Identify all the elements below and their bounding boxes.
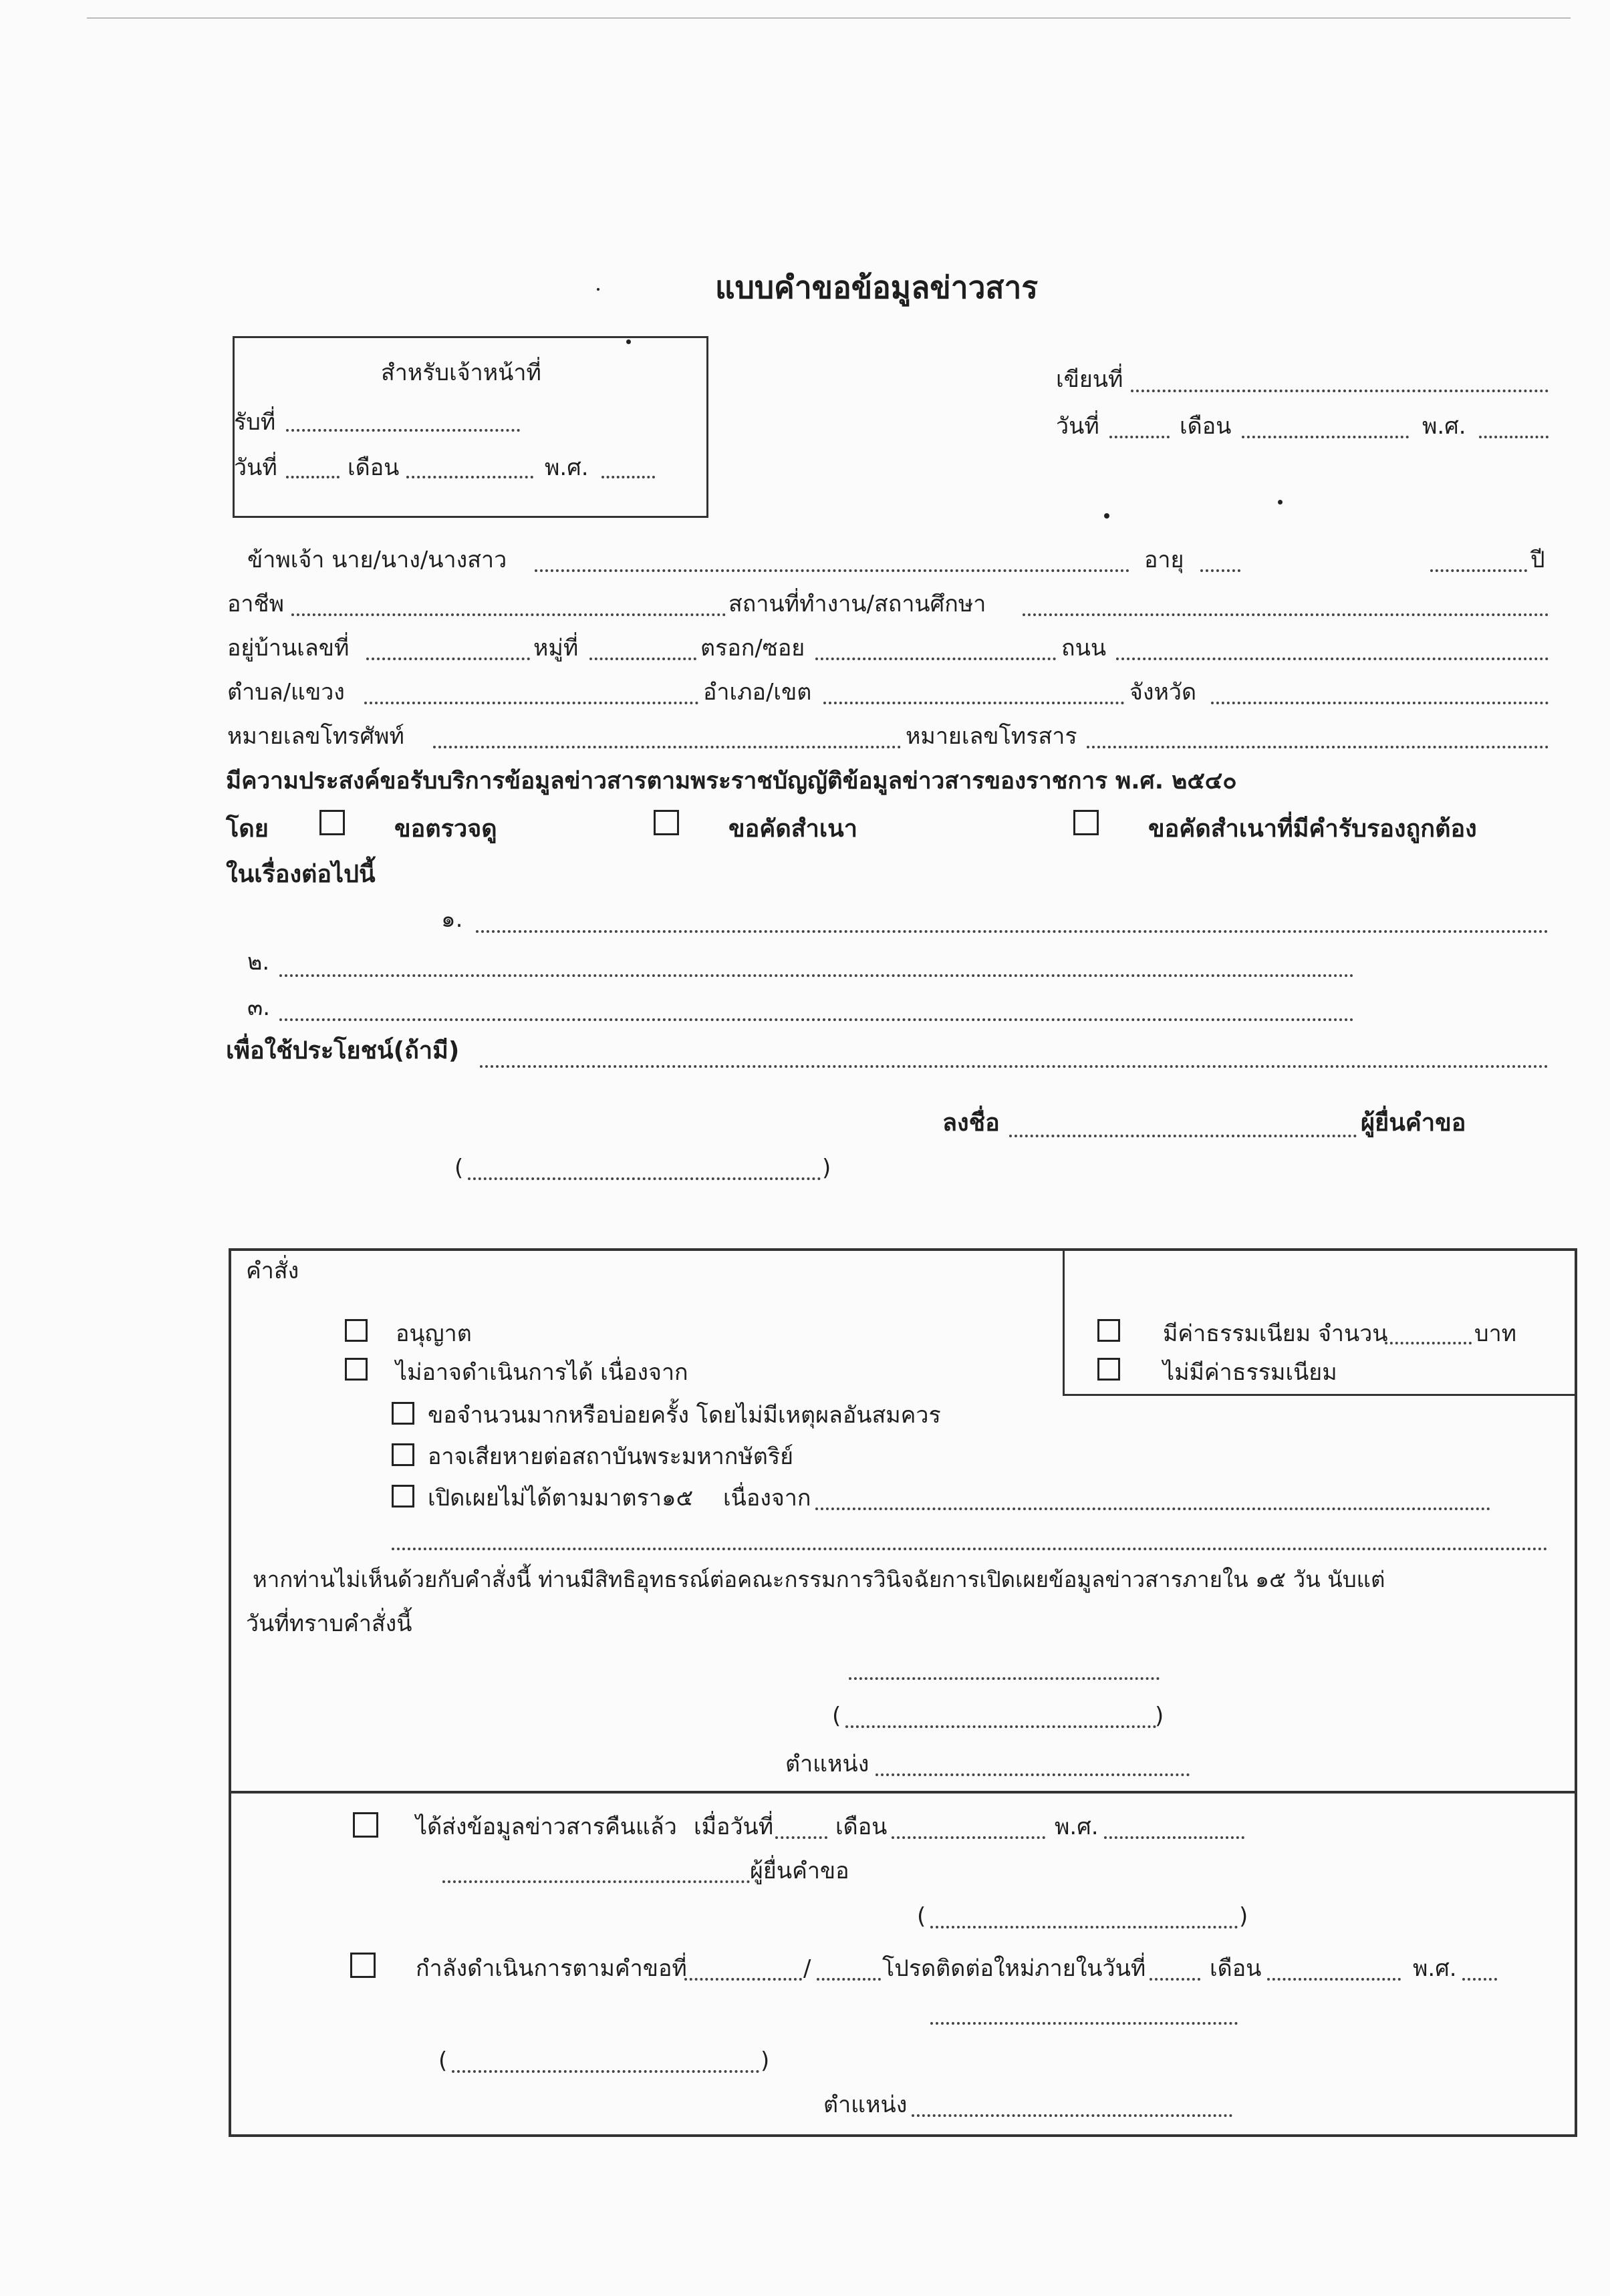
progress-signature-field[interactable] <box>930 2022 1238 2025</box>
allow-checkbox[interactable] <box>345 1319 368 1342</box>
allow-label: อนุญาต <box>396 1320 472 1347</box>
office-received-field[interactable] <box>286 429 520 432</box>
name-label: ข้าพเจ้า นาย/นาง/นางสาว <box>247 547 507 573</box>
progress-paren-open: ( <box>438 2047 448 2074</box>
returned-day-field[interactable] <box>775 1836 827 1839</box>
reason-monarchy-label: อาจเสียหายต่อสถาบันพระมหากษัตริย์ <box>428 1443 794 1470</box>
fax-field[interactable] <box>1087 746 1549 748</box>
subject-item-3-number: ๓. <box>247 994 271 1021</box>
office-month-label: เดือน <box>348 454 400 481</box>
official-paren-open: ( <box>832 1703 841 1729</box>
progress-position-label: ตำแหน่ง <box>823 2092 908 2118</box>
fee-label: มีค่าธรรมเนียม จำนวน <box>1163 1320 1388 1347</box>
office-year-field[interactable] <box>601 476 655 478</box>
province-field[interactable] <box>1211 702 1549 704</box>
subject-item-3-field[interactable] <box>279 1018 1354 1021</box>
returned-year-field[interactable] <box>1104 1836 1244 1839</box>
office-month-field[interactable] <box>406 476 533 478</box>
written-at-field[interactable] <box>1131 390 1549 392</box>
certified-copy-checkbox[interactable] <box>1073 810 1099 835</box>
village-label: หมู่ที่ <box>533 635 579 662</box>
returned-applicant-role: ผู้ยื่นคำขอ <box>750 1858 849 1884</box>
occupation-field[interactable] <box>291 613 726 616</box>
copy-checkbox[interactable] <box>654 810 679 835</box>
office-date-label: วันที่ <box>234 454 277 481</box>
phone-label: หมายเลขโทรศัพท์ <box>227 723 404 750</box>
returned-month-field[interactable] <box>892 1836 1045 1839</box>
reason-monarchy-checkbox[interactable] <box>392 1443 414 1466</box>
reason-excessive-label: ขอจำนวนมากหรือบ่อยครั้ง โดยไม่มีเหตุผลอันสมควร <box>428 1402 941 1429</box>
progress-printed-name-field[interactable] <box>452 2070 759 2073</box>
fax-label: หมายเลขโทรสาร <box>906 723 1077 750</box>
request-year-field[interactable] <box>817 1978 881 1981</box>
office-year-label: พ.ศ. <box>545 454 589 481</box>
section15-reason-field[interactable] <box>815 1508 1490 1510</box>
return-section-divider <box>229 1791 1577 1793</box>
in-progress-label: กำลังดำเนินการตามคำขอที่ <box>416 1955 687 1982</box>
phone-field[interactable] <box>433 746 901 748</box>
alley-field[interactable] <box>815 658 1056 660</box>
district-field[interactable] <box>823 702 1124 704</box>
because-label: เนื่องจาก <box>723 1485 811 1512</box>
age-field[interactable] <box>1200 569 1240 572</box>
returned-on-date-label: เมื่อวันที่ <box>694 1814 774 1840</box>
purpose-field[interactable] <box>480 1065 1549 1068</box>
office-received-label: รับที่ <box>234 409 276 436</box>
returned-checkbox[interactable] <box>353 1812 378 1838</box>
header-year-label: พ.ศ. <box>1422 413 1466 440</box>
subdistrict-field[interactable] <box>364 702 698 704</box>
header-month-field[interactable] <box>1242 436 1409 438</box>
applicant-signature-field[interactable] <box>1009 1135 1357 1137</box>
contact-year-field[interactable] <box>1462 1978 1497 1981</box>
contact-month-label: เดือน <box>1210 1955 1262 1982</box>
section15-reason-field-2[interactable] <box>392 1548 1548 1550</box>
workplace-field[interactable] <box>1023 613 1549 616</box>
returned-applicant-signature-field[interactable] <box>442 1880 750 1883</box>
district-label: อำเภอ/เขต <box>703 679 812 706</box>
official-position-field[interactable] <box>876 1773 1190 1776</box>
progress-paren-close: ) <box>761 2047 770 2074</box>
cannot-proceed-checkbox[interactable] <box>345 1358 368 1381</box>
fee-box-left-edge <box>1063 1248 1065 1395</box>
returned-label: ได้ส่งข้อมูลข่าวสารคืนแล้ว <box>416 1814 677 1840</box>
header-year-field[interactable] <box>1479 436 1549 438</box>
scan-top-edge <box>87 17 1571 19</box>
year-unit-label: ปี <box>1530 547 1545 573</box>
appeal-text-line-2: วันที่ทราบคำสั่งนี้ <box>246 1610 412 1637</box>
road-field[interactable] <box>1116 658 1549 660</box>
subdistrict-label: ตำบล/แขวง <box>227 679 345 706</box>
scan-speck <box>1278 500 1283 505</box>
province-label: จังหวัด <box>1129 679 1197 706</box>
sign-label: ลงชื่อ <box>942 1109 1000 1137</box>
office-date-field[interactable] <box>286 476 340 478</box>
header-month-label: เดือน <box>1180 413 1232 440</box>
age-years-field[interactable] <box>1430 569 1527 572</box>
certified-copy-option-label: ขอคัดสำเนาที่มีคำรับรองถูกต้อง <box>1148 815 1477 843</box>
applicant-paren-open: ( <box>454 1155 464 1181</box>
official-position-label: ตำแหน่ง <box>785 1751 869 1777</box>
subject-item-2-number: ๒. <box>247 949 270 976</box>
inspect-option-label: ขอตรวจดู <box>394 815 497 843</box>
fee-checkbox[interactable] <box>1097 1319 1120 1342</box>
subject-item-1-number: ๑. <box>441 906 463 933</box>
header-date-label: วันที่ <box>1056 413 1099 440</box>
header-date-field[interactable] <box>1109 436 1170 438</box>
subject-item-2-field[interactable] <box>279 974 1354 977</box>
by-label: โดย <box>226 815 269 843</box>
scan-speck <box>597 288 599 291</box>
age-label: อายุ <box>1144 547 1184 573</box>
village-field[interactable] <box>589 658 696 660</box>
occupation-label: อาชีพ <box>227 591 284 617</box>
returned-paren-close: ) <box>1239 1903 1248 1930</box>
contact-year-label: พ.ศ. <box>1413 1955 1457 1982</box>
subjects-heading: ในเรื่องต่อไปนี้ <box>226 861 376 888</box>
workplace-label: สถานที่ทำงาน/สถานศึกษา <box>728 591 986 617</box>
page-title: แบบคำขอข้อมูลข่าวสาร <box>715 269 1039 305</box>
contact-month-field[interactable] <box>1267 1978 1401 1981</box>
baht-label: บาท <box>1474 1320 1517 1347</box>
copy-option-label: ขอคัดสำเนา <box>728 815 858 843</box>
cannot-proceed-label: ไม่อาจดำเนินการได้ เนื่องจาก <box>396 1359 688 1386</box>
no-fee-checkbox[interactable] <box>1097 1358 1120 1381</box>
applicant-paren-close: ) <box>822 1155 831 1181</box>
returned-month-label: เดือน <box>835 1814 888 1840</box>
scan-speck <box>1104 513 1109 519</box>
road-label: ถนน <box>1061 635 1107 662</box>
name-field[interactable] <box>535 569 1129 572</box>
returned-printed-name-field[interactable] <box>930 1926 1238 1928</box>
contact-day-field[interactable] <box>1150 1978 1200 1981</box>
scan-speck <box>626 339 631 344</box>
request-no-field[interactable] <box>684 1978 802 1981</box>
house-no-field[interactable] <box>366 658 530 660</box>
fee-amount-field[interactable] <box>1385 1342 1472 1344</box>
reason-section15-checkbox[interactable] <box>392 1485 414 1508</box>
subject-item-1-field[interactable] <box>476 930 1549 933</box>
progress-position-field[interactable] <box>912 2114 1232 2117</box>
official-printed-name-field[interactable] <box>845 1725 1156 1728</box>
request-intent: มีความประสงค์ขอรับบริการข้อมูลข่าวสารตามพระราชบัญญัติข้อมูลข่าวสารของราชการ พ.ศ. ๒๕๔๐ <box>226 768 1237 795</box>
in-progress-checkbox[interactable] <box>350 1953 376 1978</box>
no-fee-label: ไม่มีค่าธรรมเนียม <box>1163 1359 1337 1386</box>
appeal-text-line-1: หากท่านไม่เห็นด้วยกับคำสั่งนี้ ท่านมีสิทธิอุทธรณ์ต่อคณะกรรมการวินิจฉัยการเปิดเผยข้อมูลข่าวสารภายใน ๑๕ วัน นับแต่ <box>253 1566 1385 1592</box>
alley-label: ตรอก/ซอย <box>700 635 805 662</box>
inspect-checkbox[interactable] <box>319 810 345 835</box>
purpose-label: เพื่อใช้ประโยชน์(ถ้ามี) <box>226 1037 460 1064</box>
request-no-slash: / <box>803 1955 811 1982</box>
applicant-printed-name-field[interactable] <box>468 1177 821 1180</box>
returned-year-label: พ.ศ. <box>1055 1814 1099 1840</box>
official-signature-field[interactable] <box>849 1677 1160 1680</box>
fee-box-bottom-edge <box>1063 1394 1577 1396</box>
house-no-label: อยู่บ้านเลขที่ <box>227 635 350 662</box>
official-paren-close: ) <box>1155 1703 1164 1729</box>
order-heading: คำสั่ง <box>246 1258 299 1284</box>
written-at-label: เขียนที่ <box>1056 366 1123 393</box>
returned-paren-open: ( <box>917 1903 926 1930</box>
reason-excessive-checkbox[interactable] <box>392 1402 414 1425</box>
contact-again-label: โปรดติดต่อใหม่ภายในวันที่ <box>882 1955 1146 1982</box>
applicant-role-label: ผู้ยื่นคำขอ <box>1361 1109 1466 1137</box>
office-box-heading: สำหรับเจ้าหน้าที่ <box>381 360 541 386</box>
reason-section15-label: เปิดเผยไม่ได้ตามมาตรา๑๕ <box>428 1485 694 1512</box>
